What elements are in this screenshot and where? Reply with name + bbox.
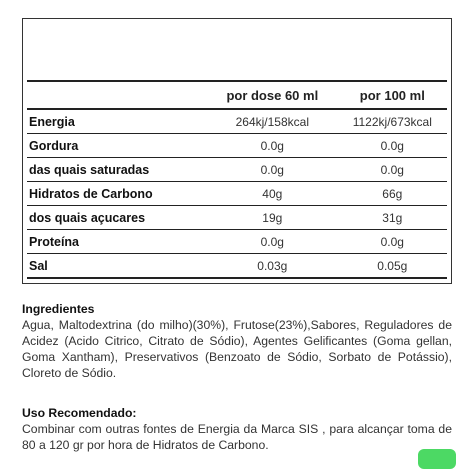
table-row bbox=[27, 182, 447, 206]
ingredients-heading: Ingredientes bbox=[22, 302, 95, 316]
nutrient-per100-value: 66g bbox=[382, 186, 403, 201]
nutrient-dose-value: 0.03g bbox=[257, 258, 288, 273]
nutrient-name: Hidratos de Carbono bbox=[29, 186, 153, 201]
nutrient-dose-value: 19g bbox=[262, 210, 283, 225]
table-row bbox=[27, 134, 447, 158]
nutrient-dose-value: 0.0g bbox=[260, 162, 284, 177]
nutrient-name: Energia bbox=[29, 114, 75, 129]
usage-section bbox=[22, 405, 452, 453]
nutrient-name: Proteína bbox=[29, 234, 80, 249]
nutrient-name: dos quais açucares bbox=[29, 210, 146, 225]
nutrient-per100-value: 0.0g bbox=[380, 138, 404, 153]
usage-text: Combinar com outras fontes de Energia da Marca SIS , para alcançar toma de 80 a 120 gr por hora de Hidratos de Carbono. bbox=[22, 422, 452, 452]
nutrient-per100-value: 0.0g bbox=[380, 162, 404, 177]
nutrient-name: Gordura bbox=[29, 138, 79, 153]
ingredients-text: Agua, Maltodextrina (do milho)(30%), Frutose(23%),Sabores, Reguladores de Acidez (Acido Citrico, Citrato de Sódio), Agentes Gelificantes (Goma gellan, Goma Xantham), Preservativos (Benzoato de Sódio, Sorbato de Potássio), Cloreto de Sódio. bbox=[22, 318, 452, 380]
nutrient-per100-value: 0.05g bbox=[377, 258, 408, 273]
nutrient-per100-value: 0.0g bbox=[380, 234, 404, 249]
nutrition-label-box bbox=[22, 18, 452, 284]
ingredients-section bbox=[22, 301, 452, 381]
header-nutrient bbox=[27, 81, 207, 109]
chat-button[interactable] bbox=[418, 449, 456, 469]
nutrition-table bbox=[27, 80, 447, 279]
table-row bbox=[27, 254, 447, 279]
table-row bbox=[27, 158, 447, 182]
nutrient-dose-value: 0.0g bbox=[260, 234, 284, 249]
nutrient-per100-value: 1122kj/673kcal bbox=[352, 114, 432, 129]
nutrient-dose-value: 264kj/158kcal bbox=[235, 114, 309, 129]
header-per-dose: por dose 60 ml bbox=[226, 87, 319, 103]
nutrient-per100-value: 31g bbox=[382, 210, 403, 225]
table-row bbox=[27, 206, 447, 230]
table-row bbox=[27, 109, 447, 134]
header-per-100ml: por 100 ml bbox=[359, 87, 425, 103]
nutrient-name: Sal bbox=[29, 258, 48, 273]
usage-heading: Uso Recomendado: bbox=[22, 406, 137, 420]
nutrient-dose-value: 40g bbox=[262, 186, 283, 201]
table-row bbox=[27, 230, 447, 254]
nutrition-header-row bbox=[27, 81, 447, 109]
nutrient-name: das quais saturadas bbox=[29, 162, 150, 177]
nutrient-dose-value: 0.0g bbox=[260, 138, 284, 153]
